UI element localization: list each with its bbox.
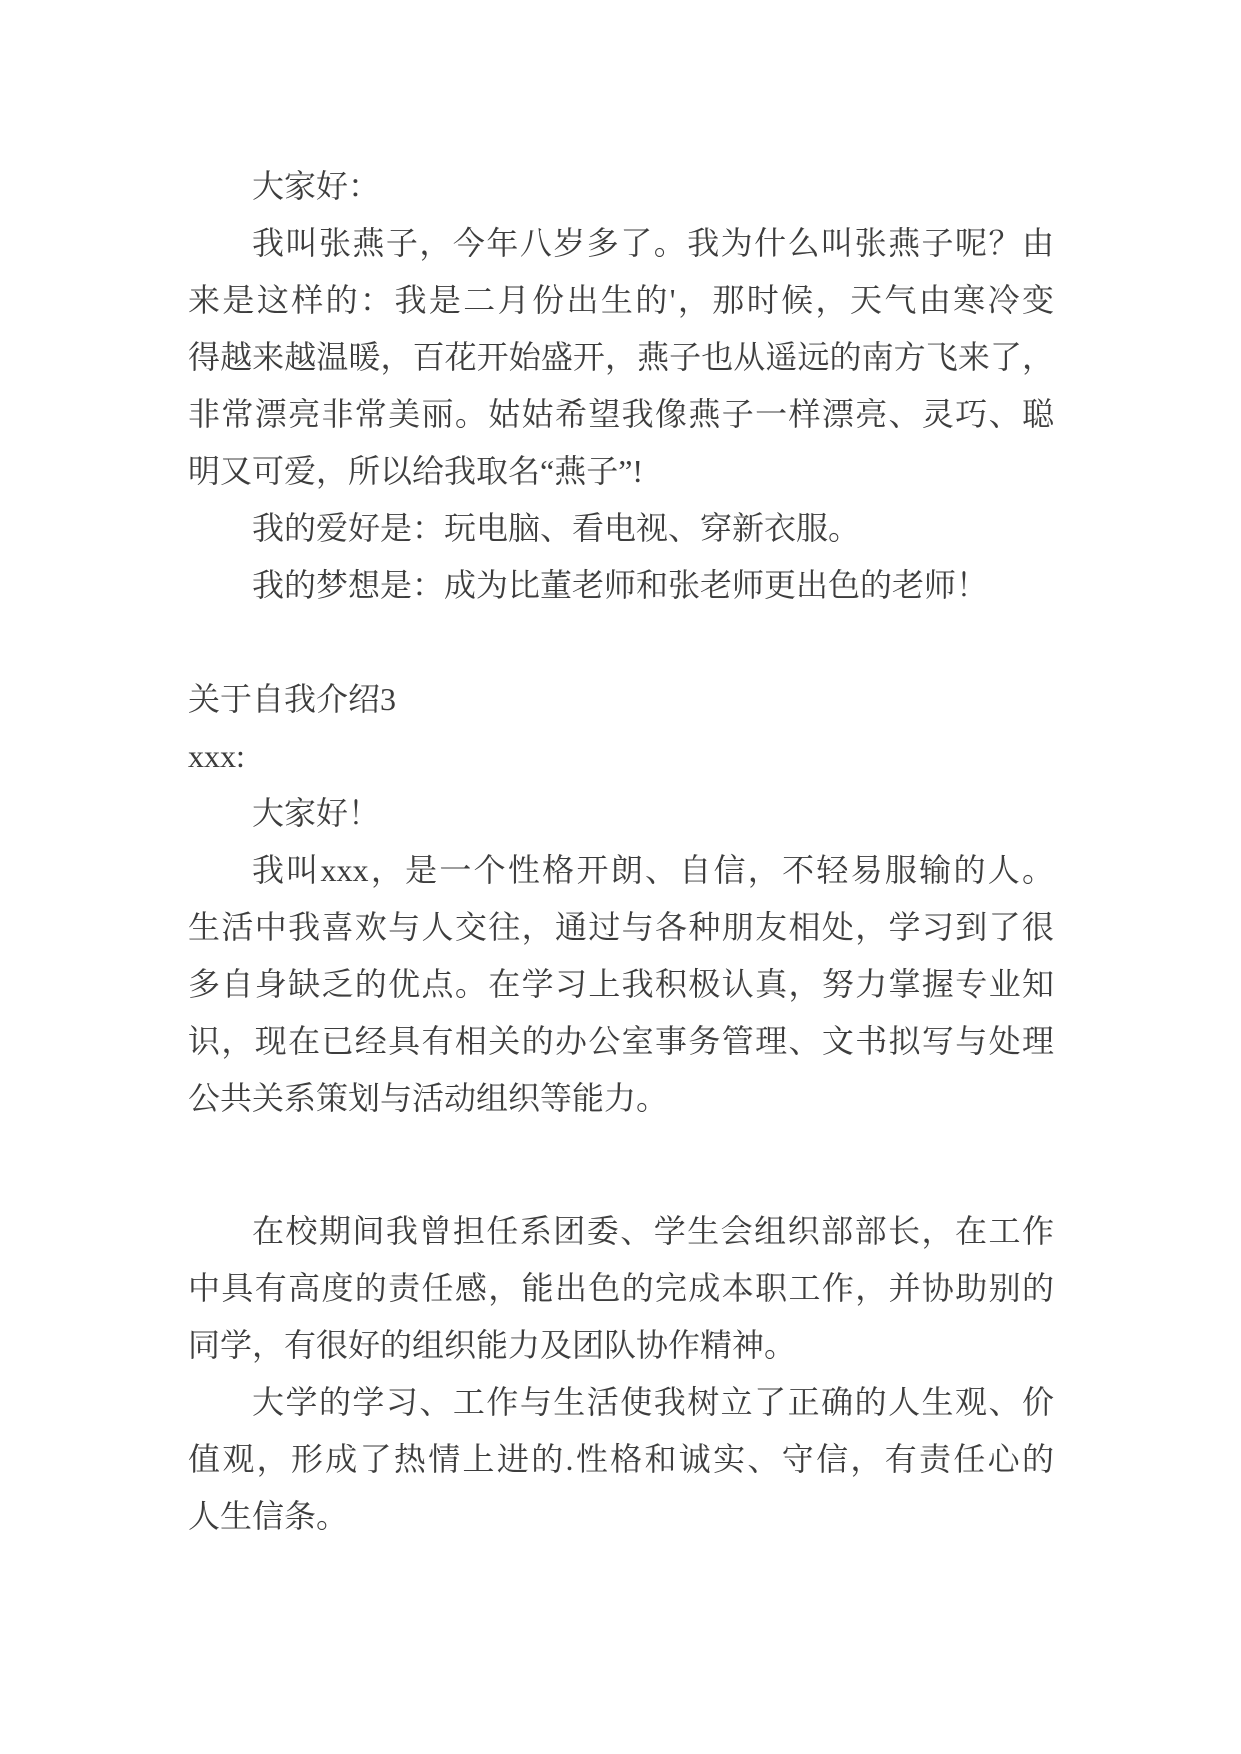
paragraph-line: 识，现在已经具有相关的办公室事务管理、文书拟写与处理 (188, 1023, 1054, 1059)
hobbies-line: 我的爱好是：玩电脑、看电视、穿新衣服。 (252, 510, 861, 546)
paragraph-line: 人生信条。 (188, 1498, 349, 1534)
paragraph-line: 多自身缺乏的优点。在学习上我积极认真，努力掌握专业知 (188, 966, 1054, 1002)
paragraph-line: 来是这样的：我是二月份出生的'，那时候，天气由寒冷变 (188, 282, 1054, 318)
paragraph-line: 值观，形成了热情上进的.性格和诚实、守信，有责任心的 (188, 1441, 1054, 1477)
paragraph-line: 公共关系策划与活动组织等能力。 (188, 1080, 669, 1116)
paragraph-line: 我叫xxx，是一个性格开朗、自信，不轻易服输的人。 (252, 852, 1054, 888)
greeting-line: 大家好： (252, 168, 381, 204)
paragraph-line: 生活中我喜欢与人交往，通过与各种朋友相处，学习到了很 (188, 909, 1054, 945)
salutation-placeholder-line: xxx: (188, 738, 245, 774)
paragraph-line: 在校期间我曾担任系团委、学生会组织部部长，在工作 (252, 1213, 1054, 1249)
paragraph-line: 大学的学习、工作与生活使我树立了正确的人生观、价 (252, 1384, 1054, 1420)
document-body (188, 158, 1054, 1545)
paragraph-line: 得越来越温暖，百花开始盛开，燕子也从遥远的南方飞来了， (188, 339, 1054, 375)
paragraph-line: 中具有高度的责任感，能出色的完成本职工作，并协助别的 (188, 1270, 1054, 1306)
greeting-line: 大家好！ (252, 795, 381, 831)
paragraph-line: 同学，有很好的组织能力及团队协作精神。 (188, 1327, 797, 1363)
paragraph-line: 我叫张燕子，今年八岁多了。我为什么叫张燕子呢？由 (252, 225, 1054, 261)
paragraph-line: 明又可爱，所以给我取名“燕子”! (188, 453, 644, 489)
section-heading: 关于自我介绍3 (188, 681, 397, 717)
dream-line: 我的梦想是：成为比董老师和张老师更出色的老师！ (252, 567, 989, 603)
paragraph-line: 非常漂亮非常美丽。姑姑希望我像燕子一样漂亮、灵巧、聪 (188, 396, 1054, 432)
